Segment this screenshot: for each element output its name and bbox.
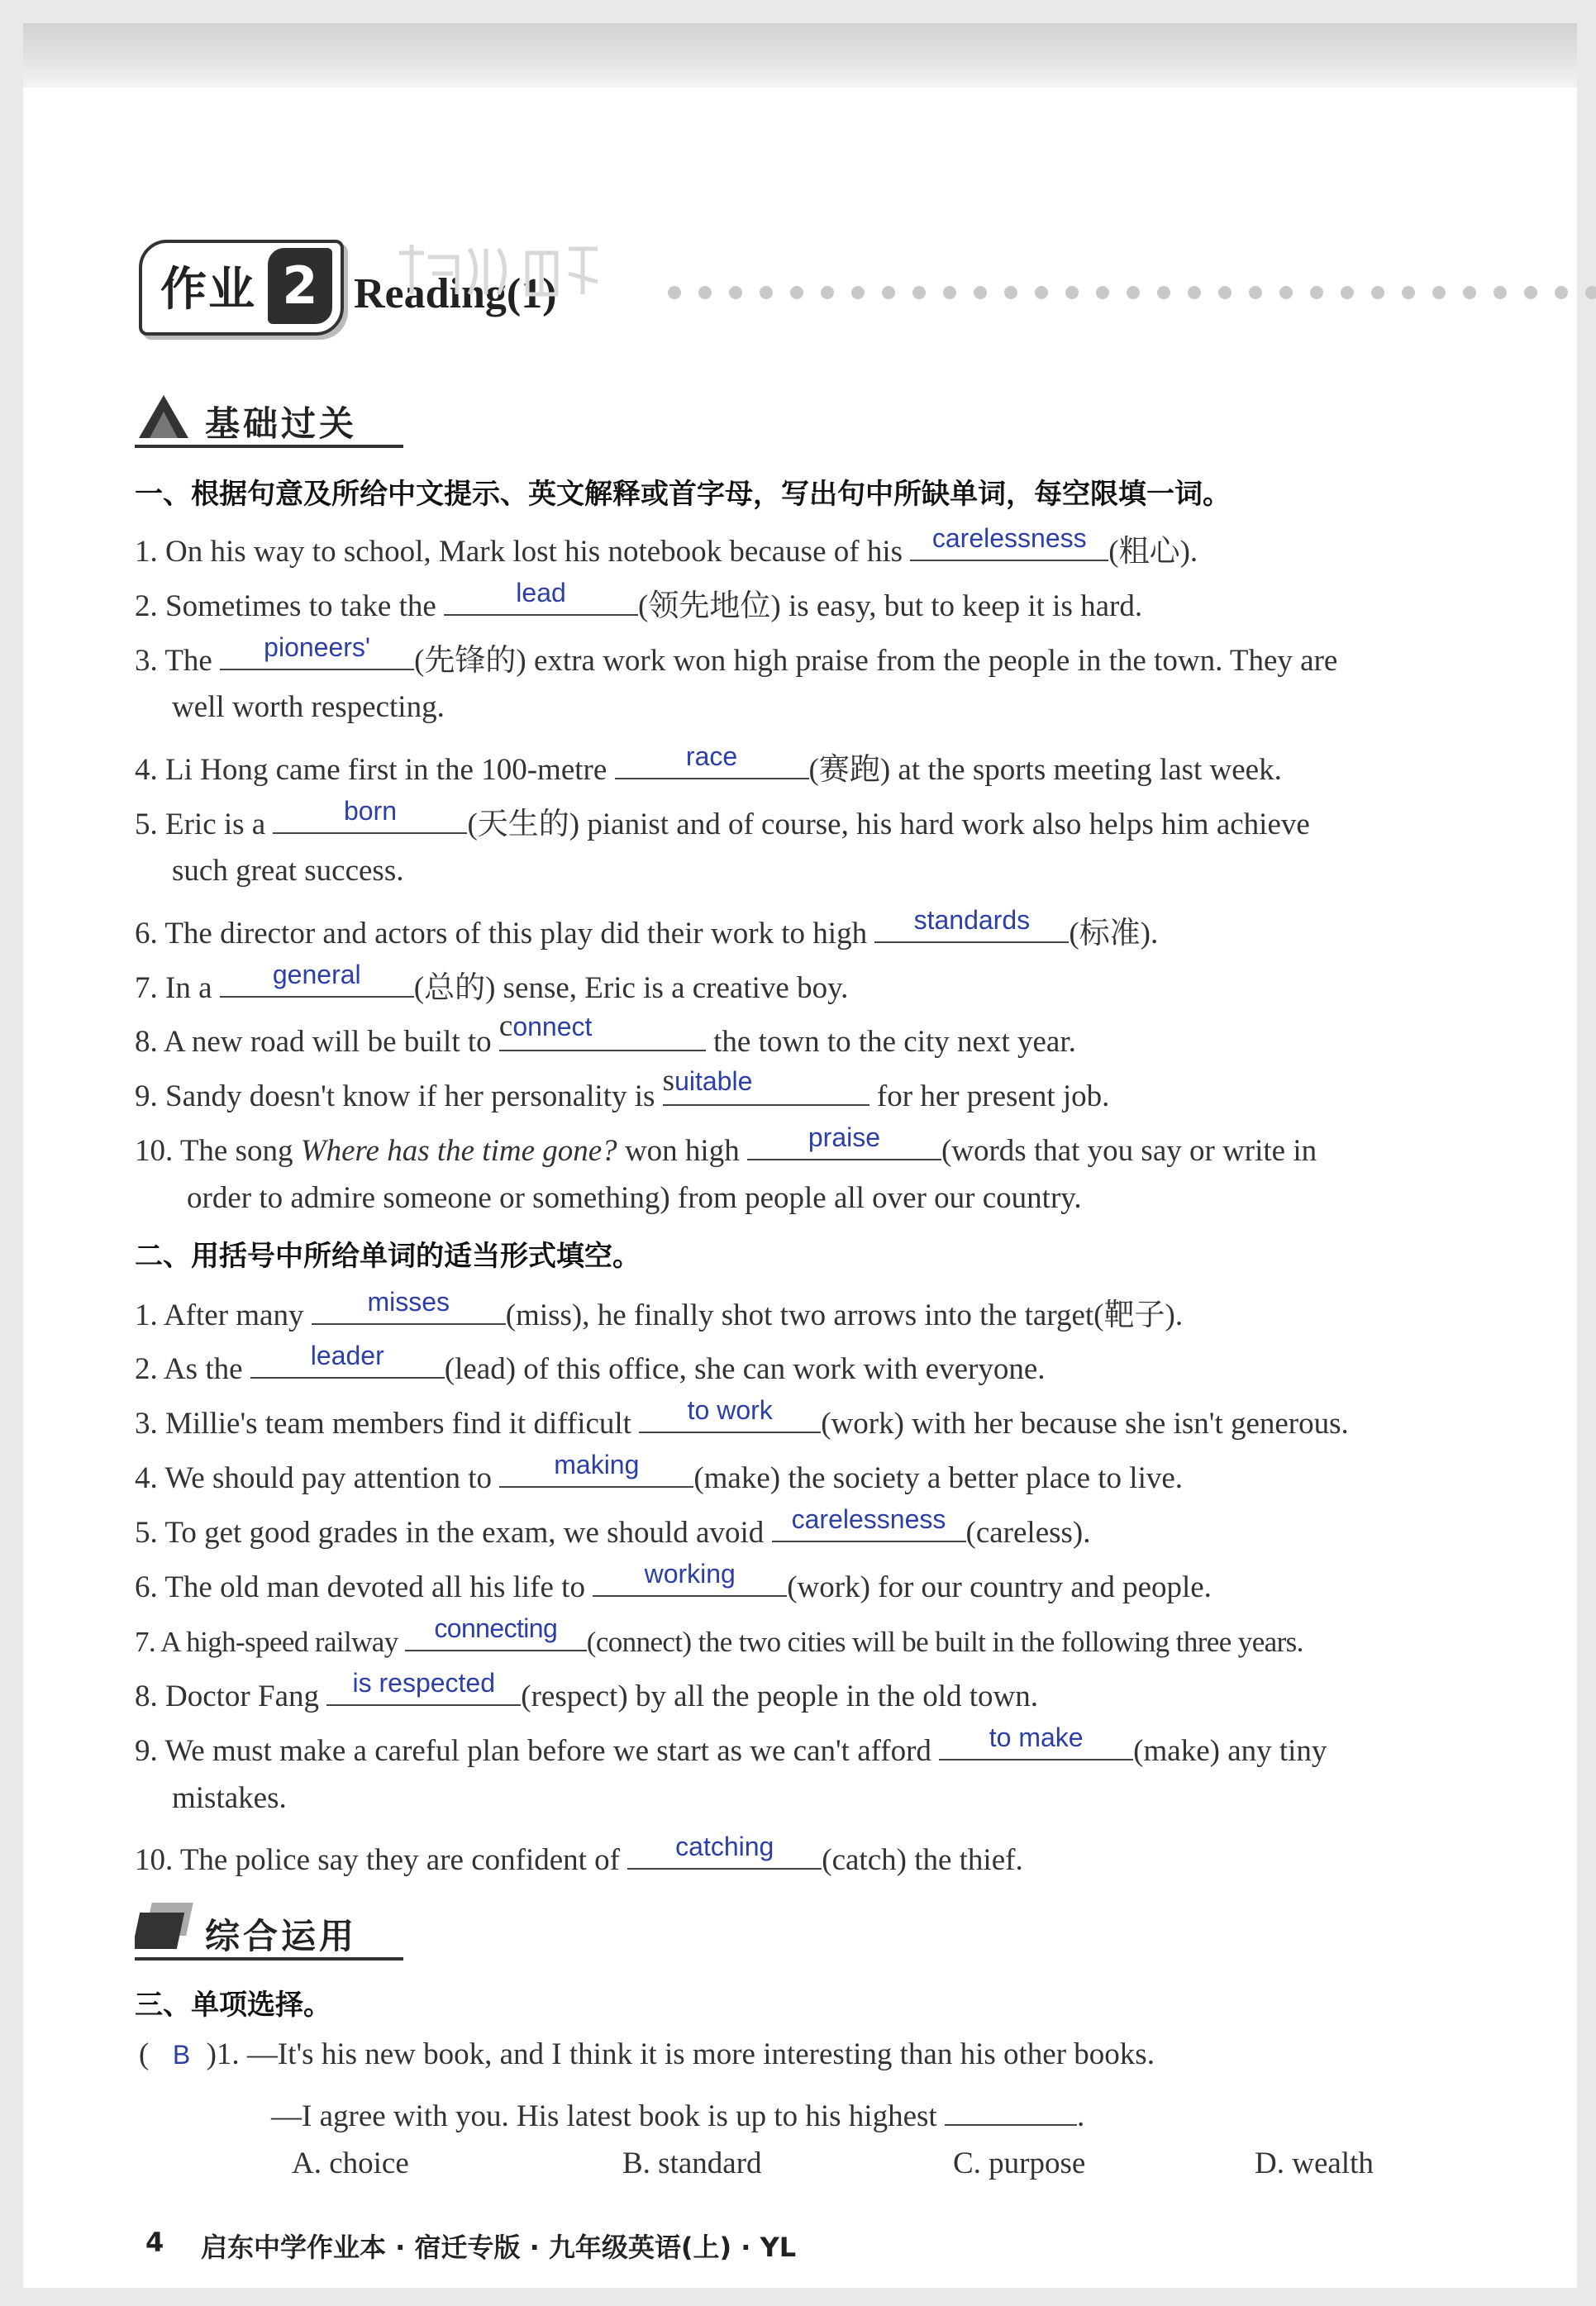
section-title-comprehensive: 综合运用 xyxy=(205,1916,358,1956)
p1-q7: 7. In a general (总的) sense, Eric is a creative boy. xyxy=(135,960,849,1005)
p1-q10: 10. The song Where has the time gone? won high praise (words that you say or write in xyxy=(135,1122,1317,1168)
choice-answer[interactable]: B xyxy=(172,2040,191,2070)
header-dot-line xyxy=(668,286,1596,299)
p2-q6: 6. The old man devoted all his life to working (work) for our country and people. xyxy=(135,1559,1212,1604)
badge-label: 作业 xyxy=(160,263,256,317)
part3-heading: 三、单项选择。 xyxy=(135,1989,331,2022)
answer-blank[interactable]: connect xyxy=(499,1017,706,1051)
badge-number: 2 xyxy=(268,248,332,324)
section-mountain-icon xyxy=(135,387,193,445)
p2-q9-cont: mistakes. xyxy=(172,1781,287,1815)
p2-q3: 3. Millie's team members find it difficult to work (work) with her because she isn't generous. xyxy=(135,1395,1349,1441)
part2-heading: 二、用括号中所给单词的适当形式填空。 xyxy=(135,1240,641,1273)
p3-q1-line2: —I agree with you. His latest book is up to his highest . xyxy=(271,2091,1084,2134)
p2-q8: 8. Doctor Fang is respected (respect) by all the people in the old town. xyxy=(135,1668,1038,1713)
section-title-basic: 基础过关 xyxy=(205,403,358,444)
p1-q1: 1. On his way to school, Mark lost his notebook because of his carelessness (粗心). xyxy=(135,523,1198,569)
section-underline xyxy=(135,445,403,448)
worksheet-page xyxy=(23,23,1577,2288)
option-d[interactable]: D. wealth xyxy=(1255,2146,1374,2180)
answer-blank[interactable]: connecting xyxy=(405,1617,587,1651)
p2-q10: 10. The police say they are confident of catching (catch) the thief. xyxy=(135,1832,1023,1877)
p2-q7: 7. A high-speed railway connecting (connect) the two cities will be built in the following three years. xyxy=(135,1613,1303,1658)
answer-blank[interactable]: working xyxy=(593,1562,787,1597)
answer-blank[interactable]: general xyxy=(220,963,414,998)
page-number: 4 xyxy=(145,2227,164,2258)
answer-blank[interactable]: lead xyxy=(444,581,638,616)
page-title: Reading(1) xyxy=(354,270,557,317)
section-underline xyxy=(135,1957,403,1961)
answer-blank[interactable]: born xyxy=(273,799,467,834)
watermark-logo xyxy=(391,236,606,311)
p1-q5-cont: such great success. xyxy=(172,854,404,888)
answer-blank[interactable]: making xyxy=(499,1453,693,1488)
top-scan-band xyxy=(23,23,1577,88)
answer-blank[interactable]: to work xyxy=(639,1398,821,1433)
option-b[interactable]: B. standard xyxy=(622,2146,762,2180)
p1-q4: 4. Li Hong came first in the 100-metre race (赛跑) at the sports meeting last week. xyxy=(135,741,1282,787)
p1-q3: 3. The pioneers' (先锋的) extra work won high praise from the people in the town. They are xyxy=(135,632,1338,678)
footer-text: 启东中学作业本 · 宿迁专版 · 九年级英语(上) · YL xyxy=(201,2232,797,2263)
answer-blank[interactable]: standards xyxy=(874,908,1069,943)
p2-q9: 9. We must make a careful plan before we start as we can't afford to make (make) any tiny xyxy=(135,1722,1327,1768)
answer-blank[interactable] xyxy=(945,2091,1077,2126)
homework-badge xyxy=(139,240,345,337)
answer-blank[interactable]: suitable xyxy=(663,1071,869,1106)
answer-blank[interactable]: misses xyxy=(312,1290,506,1325)
p1-q10-cont: order to admire someone or something) from people all over our country. xyxy=(187,1181,1082,1215)
answer-blank[interactable]: carelessness xyxy=(910,526,1108,561)
section-book-icon xyxy=(135,1898,201,1956)
p2-q5: 5. To get good grades in the exam, we should avoid carelessness (careless). xyxy=(135,1504,1091,1550)
p2-q2: 2. As the leader (lead) of this office, she can work with everyone. xyxy=(135,1341,1046,1386)
part1-heading: 一、根据句意及所给中文提示、英文解释或首字母，写出句中所缺单词，每空限填一词。 xyxy=(135,478,1231,511)
answer-blank[interactable]: is respected xyxy=(326,1671,521,1706)
p1-q2: 2. Sometimes to take the lead (领先地位) is easy, but to keep it is hard. xyxy=(135,578,1143,623)
p1-q9: 9. Sandy doesn't know if her personality is suitable for her present job. xyxy=(135,1064,1110,1113)
option-a[interactable]: A. choice xyxy=(292,2146,409,2180)
p1-q5: 5. Eric is a born (天生的) pianist and of course, his hard work also helps him achieve xyxy=(135,796,1310,841)
answer-blank[interactable]: leader xyxy=(250,1344,445,1379)
p1-q8: 8. A new road will be built to connect the town to the city next year. xyxy=(135,1009,1076,1059)
answer-blank[interactable]: to make xyxy=(939,1726,1133,1760)
answer-blank[interactable]: catching xyxy=(627,1835,822,1870)
p2-q1: 1. After many misses (miss), he finally shot two arrows into the target(靶子). xyxy=(135,1287,1184,1332)
answer-blank[interactable]: carelessness xyxy=(772,1508,966,1542)
p1-q6: 6. The director and actors of this play did their work to high standards (标准). xyxy=(135,905,1159,951)
option-c[interactable]: C. purpose xyxy=(953,2146,1086,2180)
p2-q4: 4. We should pay attention to making (make) the society a better place to live. xyxy=(135,1450,1184,1495)
answer-blank[interactable]: pioneers' xyxy=(220,636,414,670)
p1-q3-cont: well worth respecting. xyxy=(172,690,445,724)
answer-blank[interactable]: praise xyxy=(747,1126,941,1160)
p3-q1: ( B )1. —It's his new book, and I think it is more interesting than his other books. xyxy=(139,2037,1155,2071)
answer-blank[interactable]: race xyxy=(615,745,809,779)
